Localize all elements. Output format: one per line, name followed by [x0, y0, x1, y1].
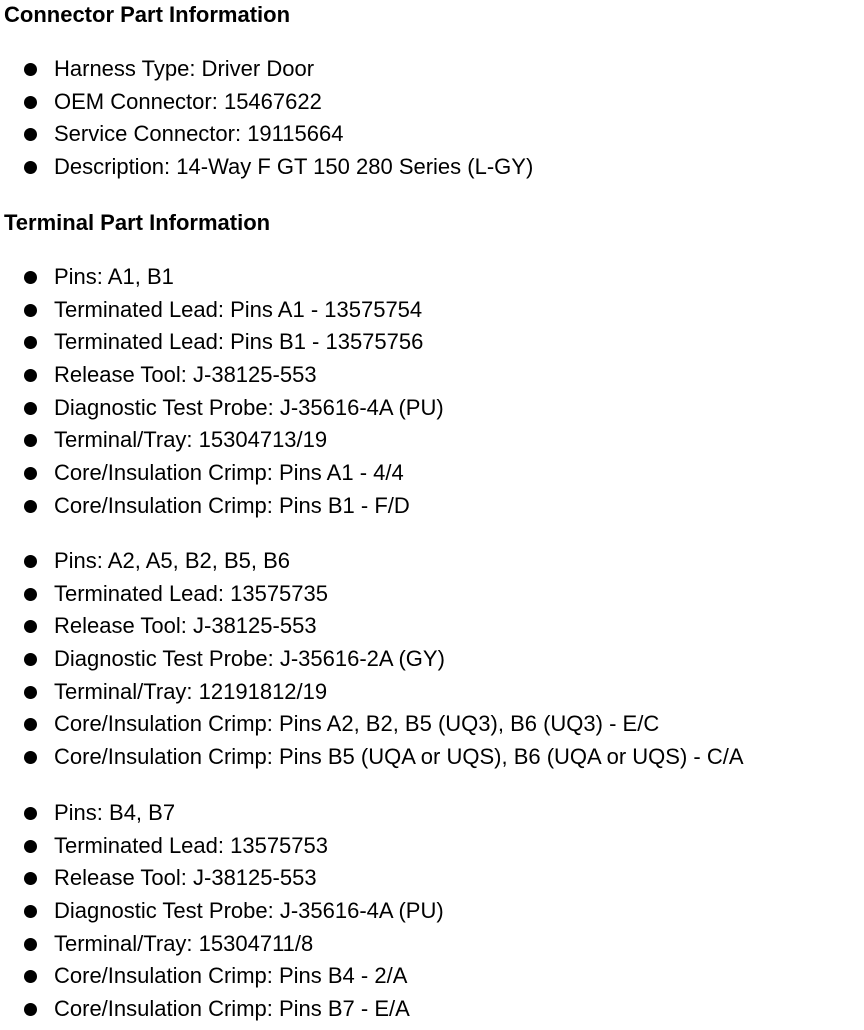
list-item-text: Core/Insulation Crimp: Pins B4 - 2/A: [54, 963, 408, 989]
list-item: [0, 151, 864, 184]
list-item-text: Harness Type: Driver Door: [54, 56, 315, 81]
bullet-icon: [24, 872, 37, 885]
list-item-text: Description: 14-Way F GT 150 280 Series (L-GY): [54, 154, 534, 180]
list-item: [0, 261, 864, 294]
list-item-text: Diagnostic Test Probe: J-35616-4A (PU): [54, 898, 444, 924]
list-item-text: Terminated Lead: 13575753: [54, 832, 328, 858]
list-item: [0, 424, 864, 457]
list-item-text: Core/Insulation Crimp: Pins B7 - E/A: [54, 996, 410, 1022]
bullet-icon: [24, 467, 37, 480]
list-item: [0, 960, 864, 993]
bullet-icon: [24, 938, 37, 951]
list-item: [0, 118, 864, 151]
bullet-icon: [24, 369, 37, 382]
bullet-icon: [24, 402, 37, 415]
bullet-icon: [24, 751, 37, 764]
list-item-text: Core/Insulation Crimp: Pins A1 - 4/4: [54, 460, 404, 486]
bullet-icon: [24, 128, 37, 141]
list-item: [0, 895, 864, 928]
bullet-icon: [24, 555, 37, 568]
list-item: [0, 741, 864, 774]
list-item: [0, 359, 864, 392]
bullet-icon: [24, 336, 37, 349]
list-item-text: Terminal/Tray: 12191812/19: [54, 678, 328, 704]
bullet-icon: [24, 840, 37, 853]
terminal-group-1-list: [0, 261, 864, 523]
bullet-icon: [24, 304, 37, 317]
list-item-text: Diagnostic Test Probe: J-35616-2A (GY): [54, 646, 445, 672]
list-item-text: Diagnostic Test Probe: J-35616-4A (PU): [54, 394, 444, 420]
list-item-text: Terminated Lead: Pins B1 - 13575756: [54, 329, 424, 355]
bullet-icon: [24, 653, 37, 666]
list-item-text: Core/Insulation Crimp: Pins A2, B2, B5 (UQ3), B6 (UQ3) - E/C: [54, 711, 660, 737]
terminal-section-title: Terminal Part Information: [4, 210, 271, 235]
list-item-text: Release Tool: J-38125-553: [54, 865, 317, 891]
bullet-icon: [24, 588, 37, 601]
list-item-text: Terminal/Tray: 15304711/8: [54, 930, 314, 956]
list-item: [0, 797, 864, 830]
terminal-group-2-list: [0, 545, 864, 774]
bullet-icon: [24, 718, 37, 731]
list-item: [0, 53, 864, 86]
bullet-icon: [24, 96, 37, 109]
list-item-text: Terminated Lead: 13575735: [54, 580, 328, 606]
connector-section-title: Connector Part Information: [4, 2, 291, 27]
list-item: [0, 610, 864, 643]
list-item-text: Terminal/Tray: 15304713/19: [54, 427, 328, 453]
list-item-text: Core/Insulation Crimp: Pins B1 - F/D: [54, 492, 410, 518]
list-item: [0, 86, 864, 119]
list-item: [0, 578, 864, 611]
list-item: [0, 862, 864, 895]
bullet-icon: [24, 686, 37, 699]
list-item-text: Pins: A2, A5, B2, B5, B6: [54, 548, 291, 573]
bullet-icon: [24, 161, 37, 174]
bullet-icon: [24, 434, 37, 447]
list-item: [0, 545, 864, 578]
list-item-text: Core/Insulation Crimp: Pins B5 (UQA or UQS), B6 (UQA or UQS) - C/A: [54, 744, 744, 770]
list-item-text: Service Connector: 19115664: [54, 121, 344, 147]
terminal-group-3-list: [0, 797, 864, 1026]
list-item-text: Release Tool: J-38125-553: [54, 613, 317, 639]
list-item: [0, 457, 864, 490]
bullet-icon: [24, 970, 37, 983]
list-item: [0, 928, 864, 961]
list-item-text: Pins: B4, B7: [54, 800, 176, 825]
list-item-text: Terminated Lead: Pins A1 - 13575754: [54, 296, 423, 322]
bullet-icon: [24, 620, 37, 633]
bullet-icon: [24, 500, 37, 513]
bullet-icon: [24, 1003, 37, 1016]
connector-info-list: [0, 53, 864, 184]
list-item: [0, 830, 864, 863]
list-item-text: Pins: A1, B1: [54, 264, 174, 289]
list-item: [0, 643, 864, 676]
list-item: [0, 708, 864, 741]
bullet-icon: [24, 271, 37, 284]
list-item: [0, 294, 864, 327]
list-item: [0, 993, 864, 1026]
bullet-icon: [24, 905, 37, 918]
list-item-text: OEM Connector: 15467622: [54, 88, 322, 114]
list-item: [0, 326, 864, 359]
list-item: [0, 676, 864, 709]
bullet-icon: [24, 807, 37, 820]
list-item-text: Release Tool: J-38125-553: [54, 362, 317, 388]
bullet-icon: [24, 63, 37, 76]
list-item: [0, 490, 864, 523]
list-item: [0, 392, 864, 425]
